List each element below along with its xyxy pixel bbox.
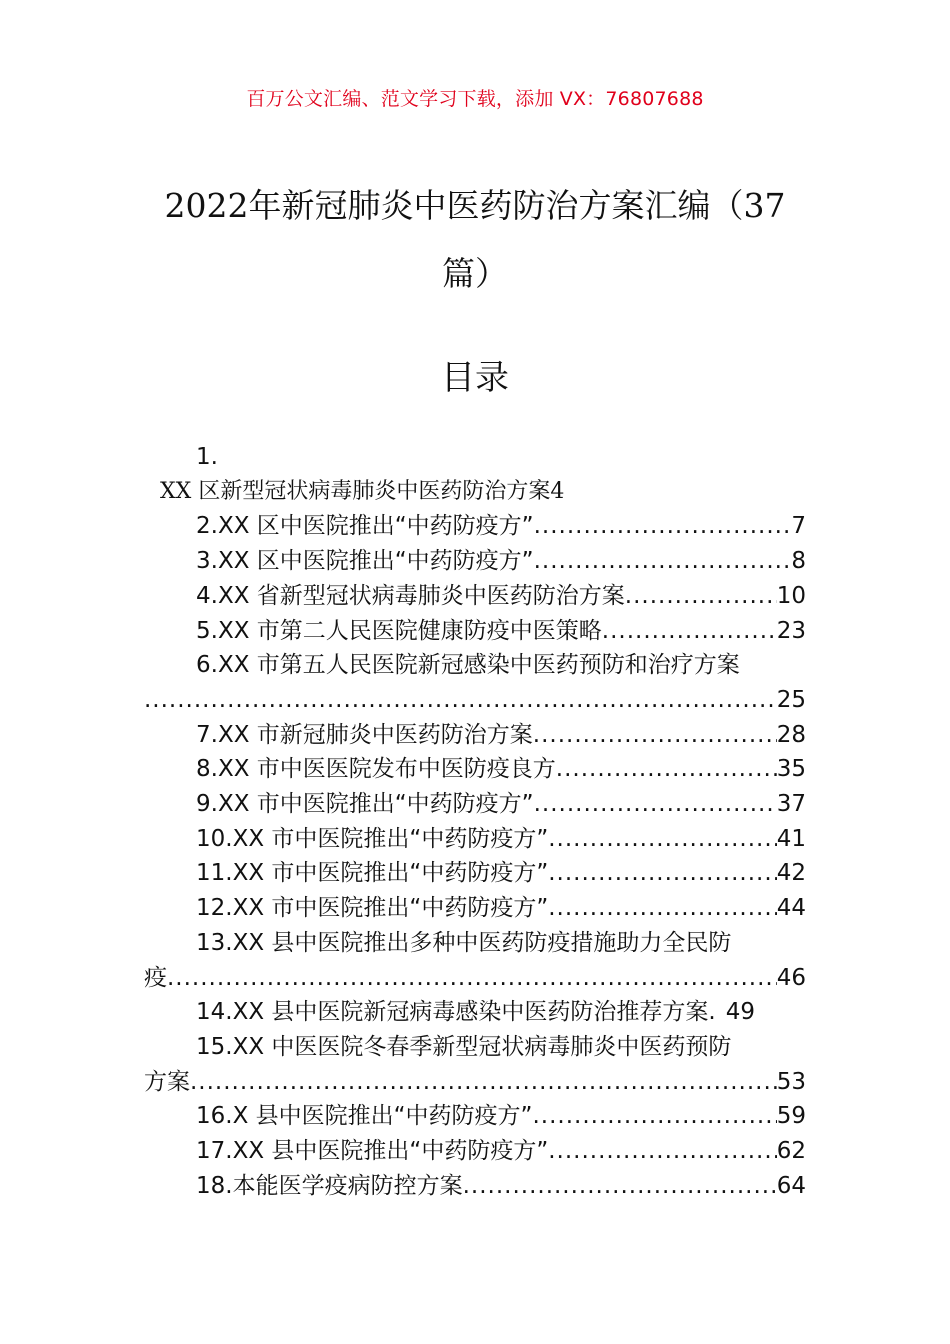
toc-entry-text: 16.X 县中医院推出“中药防疫方” xyxy=(196,1103,533,1130)
toc-entry-text: 10.XX 市中医院推出“中药防疫方” xyxy=(196,825,549,852)
table-of-contents xyxy=(144,440,806,1203)
toc-entry-number: 1. xyxy=(196,444,218,470)
toc-entry[interactable] xyxy=(144,995,806,1030)
toc-leader-dots xyxy=(463,1169,777,1204)
title-tail: 篇） xyxy=(442,254,508,293)
toc-entry[interactable] xyxy=(144,1134,806,1169)
toc-leader-dots xyxy=(534,544,792,579)
toc-entry-text: 8.XX 市中医医院发布中医防疫良方 xyxy=(196,756,556,783)
toc-entry[interactable] xyxy=(144,718,806,753)
toc-entry-text: 13.XX 县中医院推出多种中医药防疫措施助力全民防 xyxy=(196,929,732,956)
toc-entry-page: 42 xyxy=(776,860,806,887)
title-text: 年新冠肺炎中医药防治方案汇编（ xyxy=(248,186,744,225)
toc-entry[interactable] xyxy=(144,614,806,649)
toc-leader-dots xyxy=(144,683,777,718)
toc-entry-page: 46 xyxy=(776,964,806,991)
toc-entry-text: 14.XX 县中医院新冠病毒感染中医药防治推荐方案. xyxy=(196,999,716,1026)
toc-entry-text: 9.XX 市中医院推出“中药防疫方” xyxy=(196,791,534,818)
toc-entry-page: 28 xyxy=(776,721,806,748)
toc-entry-text: 4.XX 省新型冠状病毒肺炎中医药防治方案 xyxy=(196,582,625,609)
title-count: 37 xyxy=(743,186,786,225)
toc-entry-text-cont: 方案 xyxy=(144,1068,190,1095)
toc-leader-dots xyxy=(190,1065,777,1100)
toc-entry-text: 5.XX 市第二人民医院健康防疫中医策略 xyxy=(196,617,602,644)
toc-leader-dots xyxy=(602,614,777,649)
toc-entry[interactable] xyxy=(144,752,806,787)
toc-entry-text: 12.XX 市中医院推出“中药防疫方” xyxy=(196,895,549,922)
toc-entry-text: 15.XX 中医医院冬春季新型冠状病毒肺炎中医药预防 xyxy=(196,1033,732,1060)
toc-entry-text: 17.XX 县中医院推出“中药防疫方” xyxy=(196,1138,549,1165)
toc-entry[interactable] xyxy=(144,1169,806,1204)
toc-leader-dots xyxy=(534,787,777,822)
toc-entry-text: 区新型冠状病毒肺炎中医药防治方案 xyxy=(198,478,551,504)
toc-entry-prefix: XX xyxy=(160,478,192,504)
toc-leader-dots xyxy=(548,1134,776,1169)
toc-entry-text: 7.XX 市新冠肺炎中医药防治方案 xyxy=(196,721,533,748)
toc-entry-text: 6.XX 市第五人民医院新冠感染中医药预防和治疗方案 xyxy=(196,652,740,679)
header-banner: 百万公文汇编、范文学习下载，添加 VX：76807688 xyxy=(246,88,704,110)
toc-leader-dots xyxy=(548,822,776,857)
toc-entry-page: 64 xyxy=(776,1172,806,1199)
toc-entry-page: 53 xyxy=(776,1068,806,1095)
toc-entry[interactable] xyxy=(144,1099,806,1134)
toc-entry[interactable] xyxy=(144,509,806,544)
toc-leader-dots xyxy=(625,579,777,614)
toc-leader-dots xyxy=(532,1099,776,1134)
toc-leader-dots xyxy=(548,856,776,891)
toc-entry-line xyxy=(144,475,806,510)
toc-entry-page: 59 xyxy=(776,1103,806,1130)
toc-entry[interactable] xyxy=(144,856,806,891)
toc-entry-text: 18.本能医学疫病防控方案 xyxy=(196,1172,463,1199)
toc-entry-text: 2.XX 区中医院推出“中药防疫方” xyxy=(196,513,534,540)
toc-entry-page: 7 xyxy=(791,513,806,540)
toc-entry[interactable] xyxy=(144,891,806,926)
toc-entry[interactable] xyxy=(144,787,806,822)
toc-entry-page: 62 xyxy=(776,1138,806,1165)
toc-entry[interactable] xyxy=(144,440,806,509)
toc-entry-page: 44 xyxy=(776,895,806,922)
document-title xyxy=(140,172,810,308)
toc-entry-text: 11.XX 市中医院推出“中药防疫方” xyxy=(196,860,549,887)
toc-entry-page: 10 xyxy=(776,582,806,609)
toc-entry[interactable] xyxy=(144,1030,806,1099)
title-year: 2022 xyxy=(164,186,249,225)
toc-leader-dots xyxy=(548,891,776,926)
toc-entry[interactable] xyxy=(144,822,806,857)
toc-entry-page: 8 xyxy=(791,548,806,575)
toc-entry-text-cont: 疫 xyxy=(144,964,167,991)
toc-leader-dots xyxy=(533,718,777,753)
toc-entry-page: 37 xyxy=(776,791,806,818)
toc-leader-dots xyxy=(556,752,777,787)
toc-entry-page: 23 xyxy=(776,617,806,644)
toc-leader-dots xyxy=(167,961,777,996)
toc-leader-dots xyxy=(534,509,792,544)
toc-entry-page: 35 xyxy=(776,756,806,783)
toc-entry[interactable] xyxy=(144,544,806,579)
toc-entry[interactable] xyxy=(144,926,806,995)
toc-entry[interactable] xyxy=(144,579,806,614)
toc-heading: 目录 xyxy=(441,358,509,398)
toc-entry-page: 25 xyxy=(776,686,806,713)
toc-entry-page: 41 xyxy=(776,825,806,852)
toc-entry-page: 49 xyxy=(725,999,755,1026)
toc-entry-text: 3.XX 区中医院推出“中药防疫方” xyxy=(196,548,534,575)
toc-entry[interactable] xyxy=(144,648,806,717)
toc-entry-page: 4 xyxy=(550,478,565,504)
